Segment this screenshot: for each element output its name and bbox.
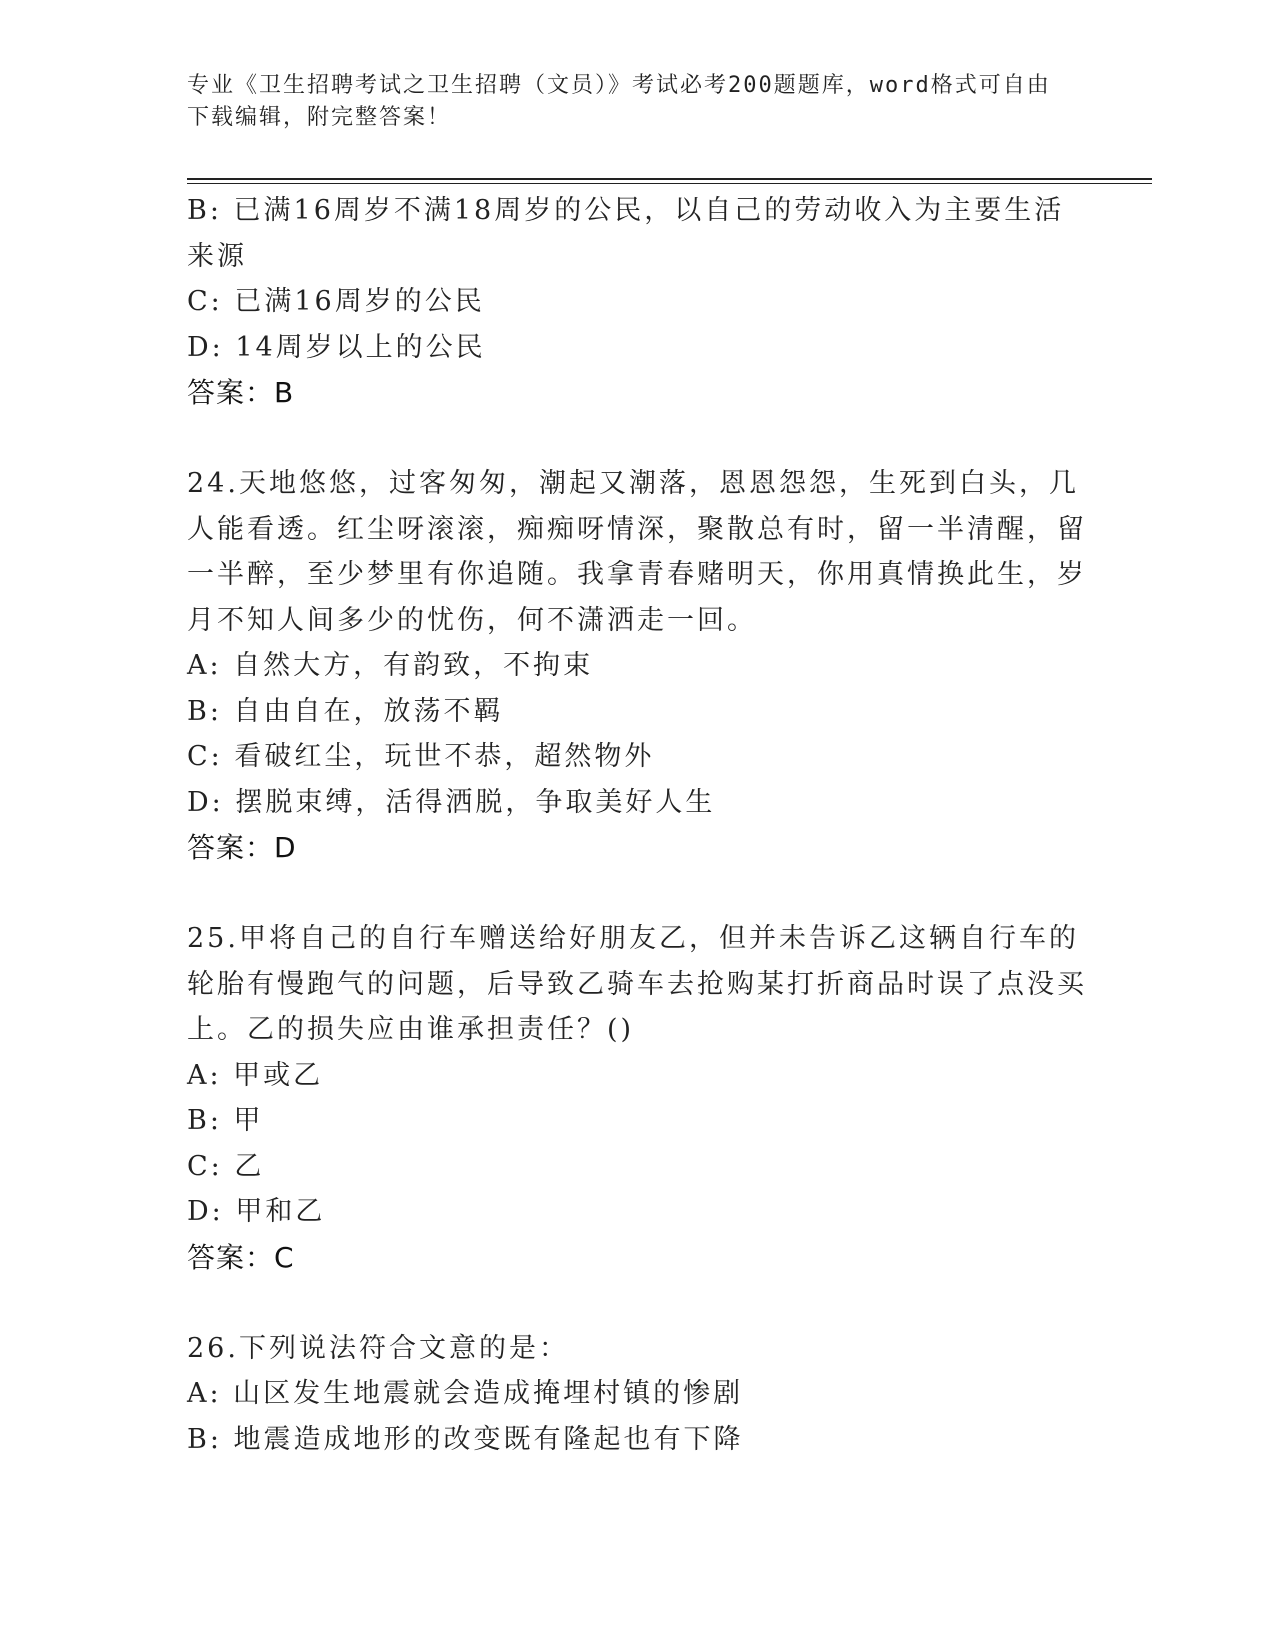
q25-option-c: C: 乙	[187, 1150, 265, 1182]
header-divider-thin	[187, 183, 1152, 184]
q25-option-b: B: 甲	[187, 1105, 264, 1136]
q26-stem: 26.下列说法符合文意的是：	[187, 1332, 569, 1364]
q24-option-a: A: 自然大方，有韵致，不拘束	[187, 650, 594, 681]
q23-option-c: C: 已满16周岁的公民	[187, 286, 485, 317]
q25-stem: 25.甲将自己的自行车赠送给好朋友乙，但并未告诉乙这辆自行车的轮胎有慢跑气的问题，后导致乙骑车去抢购某打折商品时误了点没买上。乙的损失应由谁承担责任？()	[187, 923, 1087, 1045]
question-spacer	[187, 871, 1087, 917]
q25-answer: 答案：C	[187, 1240, 295, 1274]
q23-option-d: D: 14周岁以上的公民	[187, 331, 486, 363]
q26-option-a: A: 山区发生地震就会造成掩埋村镇的惨剧	[187, 1378, 744, 1409]
q25-option-d: D: 甲和乙	[187, 1196, 326, 1227]
question-spacer	[187, 1280, 1087, 1326]
q23-option-b: B: 已满16周岁不满18周岁的公民，以自己的劳动收入为主要生活来源	[187, 195, 1065, 272]
q24-option-d: D: 摆脱束缚，活得洒脱，争取美好人生	[187, 786, 716, 818]
q25-option-a: A: 甲或乙	[187, 1059, 324, 1091]
q26-option-b: B: 地震造成地形的改变既有隆起也有下降	[187, 1423, 744, 1455]
document-header: 专业《卫生招聘考试之卫生招聘（文员）》考试必考200题题库，word格式可自由下载编辑，附完整答案！	[187, 73, 1051, 130]
q24-stem: 24.天地悠悠，过客匆匆，潮起又潮落，恩恩怨怨，生死到白头，几人能看透。红尘呀滚滚，痴痴呀情深，聚散总有时，留一半清醒，留一半醉，至少梦里有你追随。我拿青春赌明天，你用真情换此生，岁月不知人间多少的忧伤，何不潇洒走一回。	[187, 468, 1087, 636]
header-divider-thick	[187, 178, 1152, 180]
q24-answer: 答案：D	[187, 831, 297, 864]
q24-option-c: C: 看破红尘，玩世不恭，超然物外	[187, 741, 655, 772]
q23-answer: 答案：B	[187, 376, 295, 409]
question-spacer	[187, 416, 1087, 462]
document-body	[187, 188, 1087, 1462]
q24-option-b: B: 自由自在，放荡不羁	[187, 695, 504, 727]
